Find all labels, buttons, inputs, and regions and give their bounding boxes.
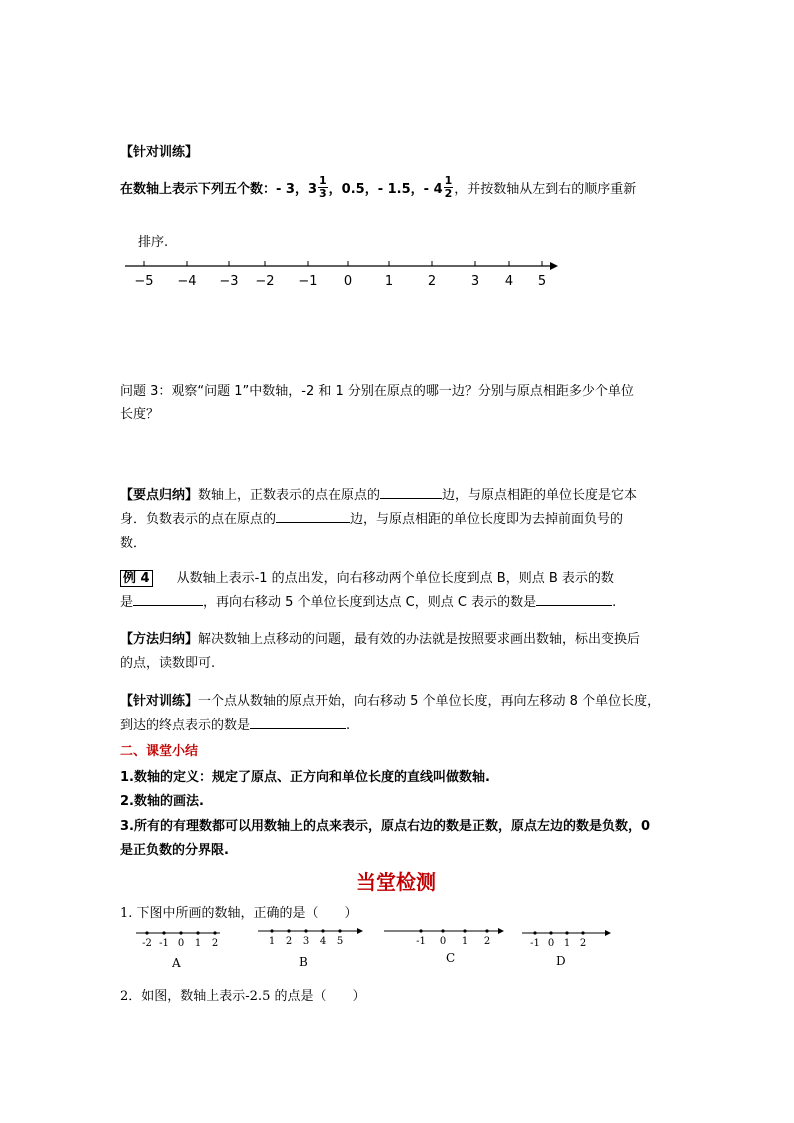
blank-input[interactable]	[133, 593, 203, 606]
choice-b-numline[interactable]	[256, 925, 366, 951]
choice-arrow	[498, 928, 504, 934]
choice-tick-label: 1	[194, 938, 202, 949]
summary-line3: 数．	[120, 536, 147, 551]
choice-tick-label: -2	[142, 938, 152, 949]
blank-input[interactable]	[276, 510, 350, 523]
example-text: 从数轴上表示-1 的点出发，向右移动两个单位长度到点 B，则点 B 表示的数	[176, 571, 614, 586]
choice-a-label[interactable]: A	[172, 956, 181, 970]
choice-tick-label: 2	[285, 936, 293, 947]
choice-arrow	[605, 930, 611, 936]
choice-tick-label: 5	[336, 936, 344, 947]
choice-point	[196, 931, 199, 934]
choice-tick-label: 4	[319, 936, 327, 947]
class-summary-item-3b: 是正负数的分界限.	[120, 843, 229, 858]
number-line-tick-label: 5	[537, 274, 547, 289]
blank-input[interactable]	[380, 486, 442, 499]
training2-line2	[120, 714, 350, 733]
choice-point	[213, 931, 216, 934]
choice-arrow	[357, 928, 363, 934]
test-title: 当堂检测	[356, 870, 436, 894]
number-line-tick-label: −5	[134, 274, 154, 289]
fraction-one-half	[444, 175, 454, 200]
blank-input[interactable]	[536, 593, 612, 606]
summary-text: 边，与原点相距的单位长度即为去掉前面负号的	[350, 512, 624, 527]
number-line-tick-label: −1	[298, 274, 318, 289]
summary-text: 数轴上，正数表示的点在原点的	[198, 488, 381, 503]
choice-tick-label: 0	[439, 936, 447, 947]
summary-text: 身．负数表示的点在原点的	[120, 512, 277, 527]
choice-tick-label: 3	[302, 936, 310, 947]
number-line-tick-label: 1	[384, 274, 394, 289]
number-line	[118, 256, 563, 296]
choice-point	[463, 929, 466, 932]
example-text: .	[612, 595, 617, 610]
choice-tick-label: -1	[416, 936, 426, 947]
number-line-tick-label: −2	[255, 274, 275, 289]
choice-tick-label: 1	[268, 936, 276, 947]
choice-d-label[interactable]: D	[556, 954, 566, 968]
number-line-tick-label: 3	[470, 274, 480, 289]
summary-line2	[120, 508, 623, 527]
choice-point	[145, 931, 148, 934]
question-3-line1: 问题 3：观察“问题 1”中数轴，-2 和 1 分别在原点的哪一边？分别与原点相距多少个单位	[120, 384, 634, 399]
choice-point	[549, 931, 552, 934]
choice-point	[485, 929, 488, 932]
class-summary-heading: 二、课堂小结	[120, 744, 199, 759]
choice-c-label[interactable]: C	[446, 951, 456, 965]
choice-tick-label: 2	[211, 938, 219, 949]
number-line-tick-label: 2	[427, 274, 437, 289]
method-text: 解决数轴上点移动的问题，最有效的办法就是按照要求画出数轴，标出变换后	[198, 632, 641, 647]
number-line-arrow	[550, 262, 558, 270]
problem-text-c: ，并按数轴从左到右的顺序重新	[454, 182, 637, 197]
choice-c-numline[interactable]	[382, 925, 507, 951]
summary-line1	[120, 484, 637, 503]
training2-text: .	[346, 718, 351, 733]
number-line-tick-label: −3	[219, 274, 239, 289]
choice-point	[321, 929, 324, 932]
class-summary-item-1: 1.数轴的定义：规定了原点、正方向和单位长度的直线叫做数轴.	[120, 770, 490, 785]
number-line-tick-label: −4	[177, 274, 197, 289]
class-summary-item-2: 2.数轴的画法.	[120, 794, 204, 809]
training2-line1	[120, 690, 660, 709]
choice-tick-label: -1	[530, 938, 540, 949]
method-line2: 的点，读数即可.	[120, 656, 216, 671]
choice-point	[287, 929, 290, 932]
problem-text-a: 在数轴上表示下列五个数：- 3，3	[120, 182, 318, 197]
choice-point	[270, 929, 273, 932]
class-summary-item-3a: 3.所有的有理数都可以用数轴上的点来表示，原点右边的数是正数，原点左边的数是负数，0	[120, 819, 651, 834]
choice-point	[533, 931, 536, 934]
fraction-numerator: 1	[319, 174, 327, 187]
example-text: ，再向右移动 5 个单位长度到达点 C，则点 C 表示的数是	[203, 595, 537, 610]
choice-point	[162, 931, 165, 934]
training2-text: 一个点从数轴的原点开始，向右移动 5 个单位长度，再向左移动 8 个单位长度，	[198, 694, 661, 709]
problem-text-d: 排序.	[138, 235, 169, 250]
choice-a-numline[interactable]	[134, 925, 224, 951]
choice-point	[565, 931, 568, 934]
fraction-numerator: 1	[444, 174, 453, 187]
choice-b-label[interactable]: B	[299, 955, 308, 969]
problem-text-b: ，0.5，- 1.5，- 4	[328, 182, 443, 197]
example-tag: 例 4	[120, 570, 153, 587]
choice-point	[441, 929, 444, 932]
method-line1	[120, 628, 640, 647]
choice-tick-label: 2	[579, 938, 587, 949]
choice-point	[179, 931, 182, 934]
summary-heading: 【要点归纳】	[120, 488, 199, 503]
choice-tick-label: 1	[563, 938, 571, 949]
fraction-denominator: 3	[319, 187, 327, 200]
fraction-one-third	[318, 175, 328, 200]
test-question-1: 1. 下图中所画的数轴，正确的是（ ）	[120, 906, 358, 921]
example-4-line1	[120, 567, 614, 586]
choice-tick-label: 1	[461, 936, 469, 947]
choice-point	[419, 929, 422, 932]
choice-tick-label: 0	[547, 938, 555, 949]
problem-statement-line	[120, 175, 636, 200]
test-question-2: 2．如图，数轴上表示-2.5 的点是（ ）	[120, 989, 366, 1004]
choice-point	[338, 929, 341, 932]
choice-tick-label: 0	[177, 938, 185, 949]
blank-input[interactable]	[250, 716, 346, 729]
fraction-denominator: 2	[444, 187, 453, 200]
number-line-tick-label: 0	[343, 274, 353, 289]
summary-text: 边，与原点相距的单位长度是它本	[442, 488, 638, 503]
choice-tick-label: -1	[159, 938, 169, 949]
section-heading-training: 【针对训练】	[120, 145, 199, 160]
choice-d-numline[interactable]	[520, 925, 615, 951]
choice-point	[304, 929, 307, 932]
choice-point	[581, 931, 584, 934]
question-3-line2: 长度？	[120, 407, 160, 422]
training2-heading: 【针对训练】	[120, 694, 199, 709]
choice-tick-label: 2	[483, 936, 491, 947]
training2-text: 到达的终点表示的数是	[120, 718, 251, 733]
method-heading: 【方法归纳】	[120, 632, 199, 647]
example-4-line2	[120, 591, 616, 610]
example-text: 是	[120, 595, 134, 610]
number-line-tick-label: 4	[504, 274, 514, 289]
